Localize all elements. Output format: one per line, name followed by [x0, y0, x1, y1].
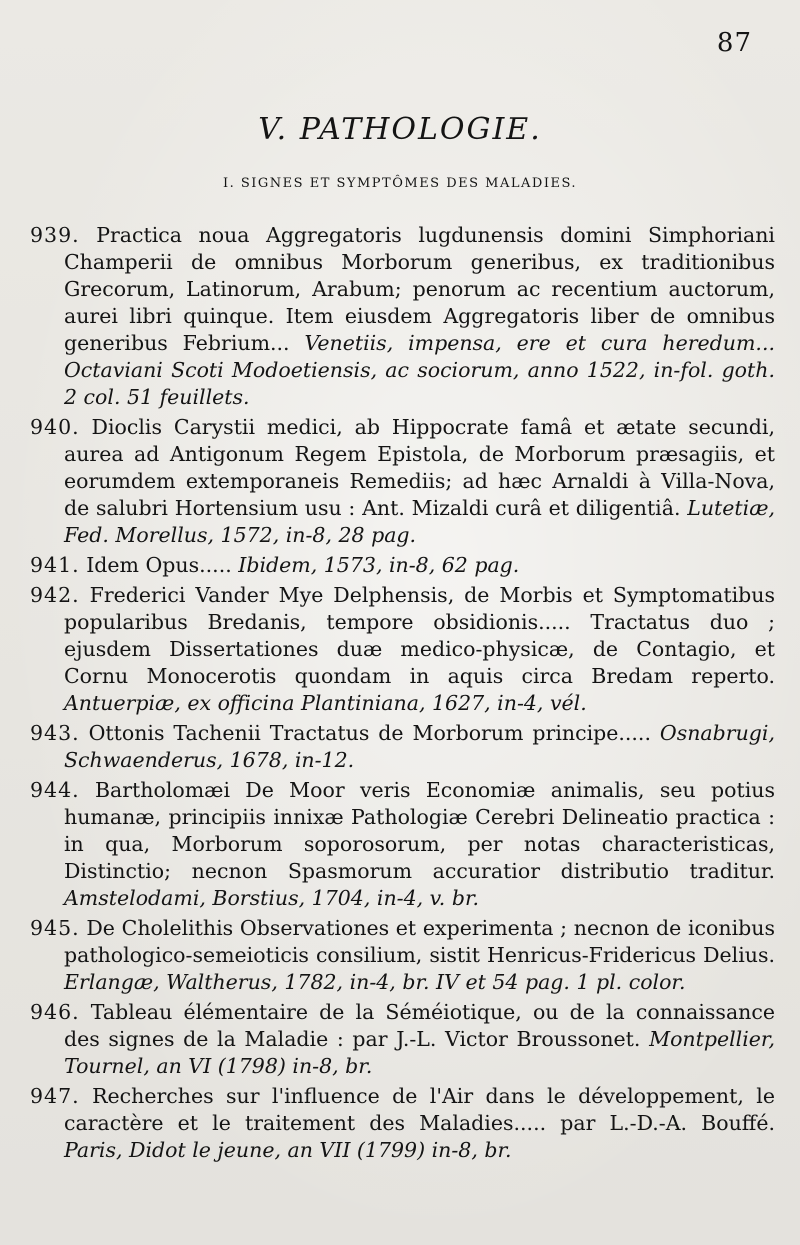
- entry-text: Tableau élémentaire de la Séméiotique, ou de la connaissance des signes de la Maladie : par J.-L. Victor Broussonet.: [64, 1000, 775, 1051]
- entry-imprint: Antuerpiæ, ex officina Plantiniana, 1627, in-4, vél.: [64, 691, 587, 715]
- entry-946: [30, 999, 775, 1080]
- entry-number: 939.: [30, 223, 80, 247]
- entry-945: [30, 915, 775, 996]
- entry-text: Frederici Vander Mye Delphensis, de Morbis et Symptomatibus popularibus Bredanis, tempore obsidionis..... Tractatus duo ; ejusdem Dissertationes duæ medico-physicæ, de Contagio, et Cornu Monocerotis quondam in aquis circa Bredam reperto.: [64, 583, 775, 688]
- entry-number: 941.: [30, 553, 80, 577]
- entry-text: Practica noua Aggregatoris lugdunensis domini Simphoriani Champerii de omnibus Morborum generibus, ex traditionibus Grecorum, Latinorum, Arabum; penorum ac recentium auctorum, aurei libri quinque. Item eiusdem Aggregatoris liber de omnibus generibus Febrium...: [64, 223, 775, 355]
- entry-imprint: Lutetiæ, Fed. Morellus, 1572, in-8, 28 pag.: [64, 496, 775, 547]
- entry-number: 942.: [30, 583, 80, 607]
- entry-text: Bartholomæi De Moor veris Economiæ animalis, seu potius humanæ, principiis innixæ Pathologiæ Cerebri Delineatio practica : in qua, Morborum soporosorum, per notas characteristicas, Distinctio; necnon Spasmorum accuratior distributio traditur.: [64, 778, 775, 883]
- entry-imprint: Amstelodami, Borstius, 1704, in-4, v. br.: [64, 886, 480, 910]
- entry-text: Recherches sur l'influence de l'Air dans le développement, le caractère et le traitement des Maladies..... par L.-D.-A. Bouffé.: [64, 1084, 775, 1135]
- entry-number: 946.: [30, 1000, 80, 1024]
- entry-text: De Cholelithis Observationes et experimenta ; necnon de iconibus pathologico-semeioticis consilium, sistit Henricus-Fridericus Delius.: [64, 916, 775, 967]
- entry-imprint: Montpellier, Tournel, an VI (1798) in-8, br.: [64, 1027, 775, 1078]
- page-number: 87: [716, 28, 752, 58]
- entry-imprint: Osnabrugi, Schwaenderus, 1678, in-12.: [64, 721, 775, 772]
- entry-943: [30, 720, 775, 774]
- bibliography-list: [30, 222, 775, 1167]
- entry-number: 947.: [30, 1084, 80, 1108]
- entry-940: [30, 414, 775, 549]
- entry-imprint: Ibidem, 1573, in-8, 62 pag.: [238, 553, 520, 577]
- entry-imprint: Erlangæ, Waltherus, 1782, in-4, br. IV et 54 pag. 1 pl. color.: [64, 970, 686, 994]
- entry-text: Ottonis Tachenii Tractatus de Morborum principe.....: [88, 721, 651, 745]
- entry-number: 940.: [30, 415, 80, 439]
- entry-947: [30, 1083, 775, 1164]
- entry-imprint: Venetiis, impensa, ere et cura heredum... Octaviani Scoti Modoetiensis, ac sociorum, anno 1522, in-fol. goth. 2 col. 51 feuillets.: [64, 331, 775, 409]
- entry-939: [30, 222, 775, 411]
- entry-number: 943.: [30, 721, 80, 745]
- section-title: V. PATHOLOGIE.: [258, 112, 542, 147]
- entry-number: 944.: [30, 778, 80, 802]
- subsection-title: I. SIGNES ET SYMPTÔMES DES MALADIES.: [222, 176, 578, 191]
- entry-imprint: Paris, Didot le jeune, an VII (1799) in-8, br.: [64, 1138, 512, 1162]
- entry-number: 945.: [30, 916, 80, 940]
- entry-text: Dioclis Carystii medici, ab Hippocrate famâ et ætate secundi, aurea ad Antigonum Regem Epistola, de Morborum præsagiis, et eorumdem extemporaneis Remediis; ad hæc Arnaldi à Villa-Nova, de salubri Hortensium usu : Ant. Mizaldi curâ et diligentiâ.: [64, 415, 775, 520]
- entry-944: [30, 777, 775, 912]
- entry-941: [30, 552, 775, 579]
- entry-text: Idem Opus.....: [86, 553, 232, 577]
- entry-942: [30, 582, 775, 717]
